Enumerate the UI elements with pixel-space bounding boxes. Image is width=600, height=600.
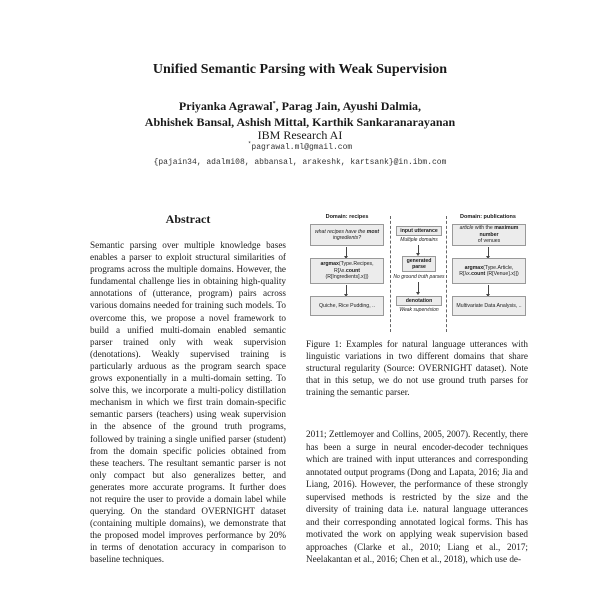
publications-logical-form-box: [452, 258, 526, 284]
pub-lf-count: count: [471, 271, 486, 277]
recipes-lf-type: (Type.Recipes, R[λx.: [334, 261, 374, 274]
pub-lf-type: (Type.Article, R[λx.: [459, 264, 514, 277]
middle-arrow-1: [418, 245, 419, 253]
publications-utterance-box: [452, 224, 526, 246]
recipes-arrow-2: [346, 285, 347, 294]
pub-q-with: with the: [473, 225, 495, 232]
denotation-note: Weak supervision: [399, 307, 439, 313]
author-list: [0, 98, 600, 130]
recipes-arrow-1: [346, 247, 347, 256]
abstract-heading: Abstract: [165, 212, 211, 226]
recipes-utterance-box: [310, 224, 384, 246]
recipes-lf-argmax: argmax: [320, 261, 339, 268]
corresponding-email: [0, 140, 600, 152]
generated-parse-box: generated parse: [402, 256, 436, 272]
recipes-q-most: most: [366, 228, 380, 235]
author-mark: *: [272, 101, 276, 107]
publications-arrow-1: [488, 247, 489, 256]
abstract-section: [90, 212, 286, 566]
recipes-logical-form-box: [310, 258, 384, 284]
author-rest: , Parag Jain, Ayushi Dalmia,: [275, 99, 422, 113]
left-divider: [390, 216, 391, 332]
recipes-q-recipes: recipes: [327, 228, 344, 235]
author-emails: {pajain34, adalmi08, abbansal, arakeshk, kartsank}@in.ibm.com: [153, 158, 447, 167]
input-utterance-box: input utterance: [396, 226, 442, 236]
author-line-2: Abhishek Bansal, Ashish Mittal, Karthik Sankaranarayanan: [144, 115, 456, 129]
input-utterance-note: Multiple domains: [400, 237, 438, 243]
pub-q-venues: of venues: [477, 238, 501, 245]
recipes-q-ingredients: ingredients?: [332, 235, 362, 241]
denotation-box: denotation: [396, 296, 442, 306]
email-mark: *: [247, 140, 252, 148]
figure-1-caption: Figure 1: Examples for natural language utterances with linguistic variations in two different domains that share structural regularity (Source: OVERNIGHT dataset). Note that in this setup, we do not use ground truth parses for training the semantic parser.: [306, 339, 528, 397]
recipes-domain-heading: Domain: recipes: [325, 214, 369, 220]
affiliation: IBM Research AI: [257, 128, 343, 142]
pub-lf-line: [454, 265, 524, 278]
pub-q-max: maximum number: [479, 225, 519, 238]
pub-utterance-line1: [454, 225, 524, 238]
author-line-1: [0, 98, 600, 114]
recipes-lf-line: [312, 261, 382, 281]
generated-parse-note: No ground truth parses: [393, 274, 445, 280]
recipes-q-what: what: [314, 228, 328, 235]
pub-q-article: article: [459, 225, 474, 232]
email-address: pagrawal.ml@gmail.com: [251, 143, 353, 152]
intro-continuation: 2011; Zettlemoyer and Collins, 2005, 2007). Recently, there has been a surge in neural encoder-decoder techniques which are trained with input utterances and corresponding annotated output programs (Dong and Lapata, 2016; Jia and Liang, 2016). However, the performance of these strongly supervised methods is restricted by the size and the diversity of training data i.e. natural language utterances and their corresponding annotated logical forms. This has motivated the work on applying weak supervision based approaches (Clarke et al., 2010; Liang et al., 2017; Neelakantan et al., 2016; Chen et al., 2018), which use de-: [306, 429, 528, 564]
paper-title: Unified Semantic Parsing with Weak Supervision: [152, 62, 448, 77]
recipes-q-have: have the: [343, 228, 367, 235]
middle-arrow-2: [418, 282, 419, 292]
recipes-denotation-box: Quiche, Rice Pudding, ..: [310, 296, 384, 316]
figure-1-diagram: [306, 214, 528, 334]
pub-lf-arg: (R[Venue].x)]): [485, 271, 519, 277]
publications-denotation-box: Multivariate Data Analysis, ..: [452, 296, 526, 316]
recipes-lf-arg: (R[Ingredients].x)]): [325, 274, 369, 281]
author-first: Priyanka Agrawal: [178, 99, 273, 113]
right-divider: [446, 216, 447, 332]
publications-domain-heading: Domain: publications: [460, 214, 516, 220]
publications-arrow-2: [488, 285, 489, 294]
pub-lf-argmax: argmax: [464, 264, 484, 271]
recipes-lf-count: count: [345, 267, 360, 274]
abstract-body: Semantic parsing over multiple knowledge bases enables a parser to exploit structural similarities of programs across the multiple domains. However, the fundamental challenge lies in obtaining high-quality annotations of (utterance, program) pairs across various domains needed for training such models. To overcome this, we propose a novel framework to build a unified multi-domain enabled semantic parser trained only with weak supervision (denotations). Weakly supervised training is particularly arduous as the program search space grows exponentially in a multi-domain setting. To solve this, we incorporate a multi-policy distillation mechanism in which we first train domain-specific semantic parsers (teachers) using weak supervision in the absence of the ground truth programs, followed by training a single unified parser (student) from the domain specific policies obtained from these teachers. The resultant semantic parser is not only compact but also generalizes better, and generates more accurate programs. It further does not require the user to provide a domain label while querying. On the standard OVERNIGHT dataset (containing multiple domains), we demonstrate that the proposed model improves performance by 20% in terms of denotation accuracy in comparison to baseline techniques.: [90, 240, 286, 565]
